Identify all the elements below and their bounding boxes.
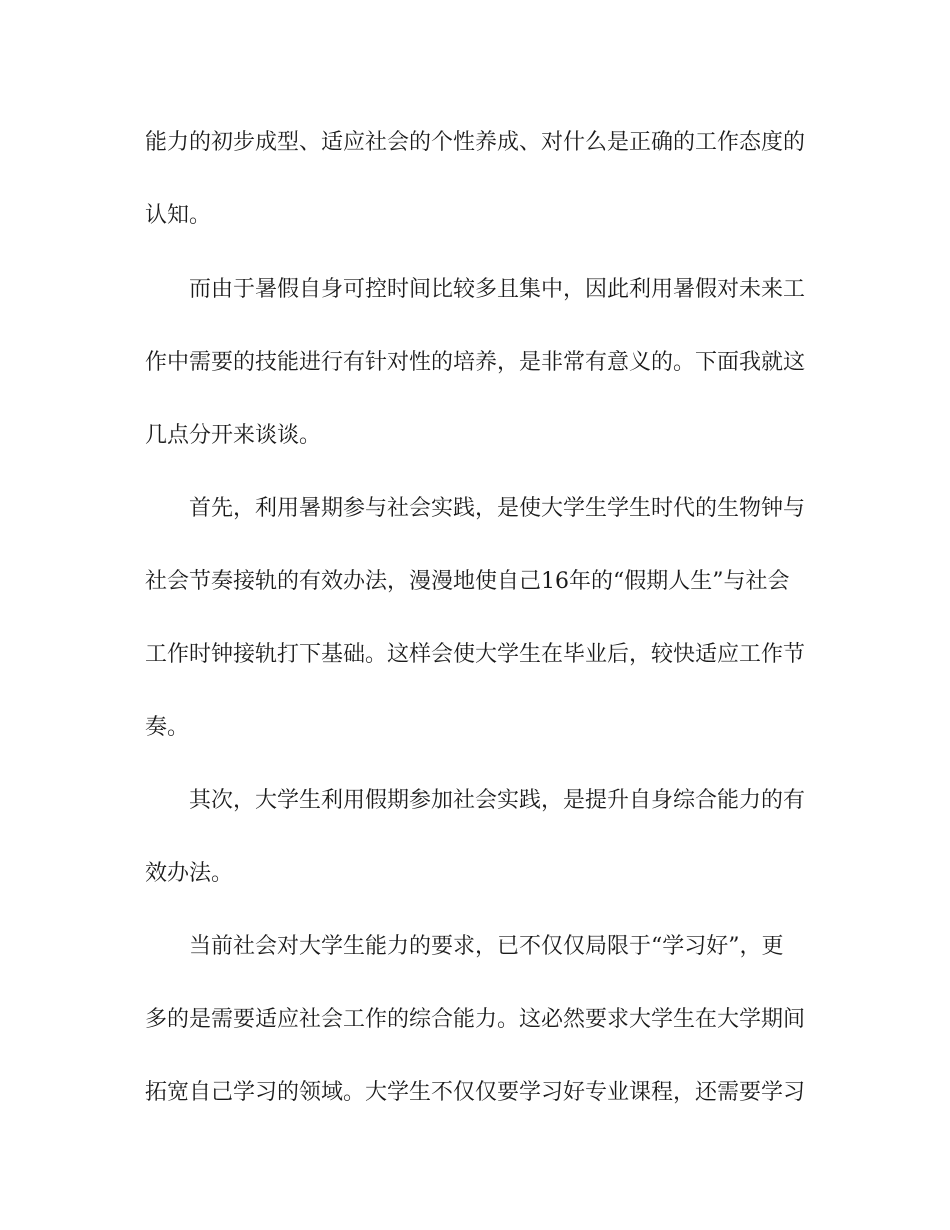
text-line: 社会节奏接轨的有效办法，漫漫地使自己16年的“假期人生”与社会 [145,569,790,594]
paragraph-first-line: 而由于暑假自身可控时间比较多且集中，因此利用暑假对未来工 [189,277,806,302]
text-line: 多的是需要适应社会工作的综合能力。这必然要求大学生在大学期间 [145,1007,806,1032]
paragraph-first-line: 当前社会对大学生能力的要求，已不仅仅局限于“学习好”，更 [189,934,784,959]
paragraph-first-line: 首先，利用暑期参与社会实践，是使大学生学生时代的生物钟与 [189,496,806,521]
text-line: 能力的初步成型、适应社会的个性养成、对什么是正确的工作态度的 [145,130,806,155]
text-line: 奏。 [145,715,190,740]
text-line: 作中需要的技能进行有针对性的培养，是非常有意义的。下面我就这 [145,350,806,375]
text-line: 几点分开来谈谈。 [145,423,322,448]
text-line: 工作时钟接轨打下基础。这样会使大学生在毕业后，较快适应工作节 [145,642,806,667]
text-line: 认知。 [145,203,212,228]
text-line: 拓宽自己学习的领域。大学生不仅仅要学习好专业课程，还需要学习 [145,1080,806,1105]
paragraph-first-line: 其次，大学生利用假期参加社会实践，是提升自身综合能力的有 [189,788,806,813]
text-line: 效办法。 [145,861,234,886]
